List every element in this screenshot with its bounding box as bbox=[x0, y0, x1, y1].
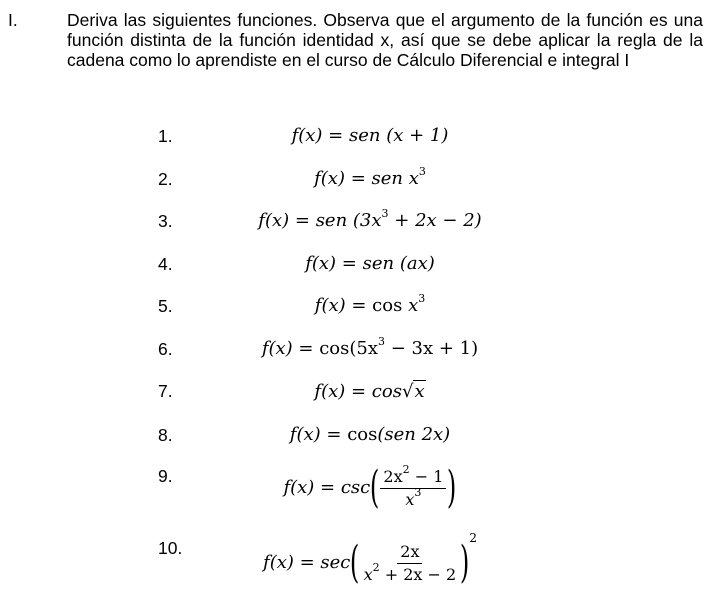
list-item bbox=[0, 335, 708, 375]
list-item bbox=[0, 462, 708, 522]
equation: f(x) = csc( $\frac{2x^2 - 1}{x^3}$ ) bbox=[283, 462, 457, 513]
square-root: √ x bbox=[401, 381, 425, 402]
item-number: 8. bbox=[158, 425, 173, 445]
equation: $f(x) = \cos x^3$ bbox=[314, 292, 426, 316]
fraction: $\frac{2x^2 - 1}{x^3}$ bbox=[380, 467, 446, 510]
item-number: 4. bbox=[158, 254, 173, 274]
item-number: 2. bbox=[158, 169, 173, 189]
item-number: 10. bbox=[158, 538, 183, 558]
equation: $f(x) = \cos(5x^3 - 3x + 1)$ bbox=[261, 335, 479, 359]
list-item bbox=[0, 531, 708, 594]
equation: f(x) = sen (ax) bbox=[305, 253, 435, 274]
equation: f(x) = cos √ x bbox=[314, 381, 425, 402]
section-roman-numeral: I. bbox=[8, 10, 18, 30]
item-number: 3. bbox=[158, 211, 173, 231]
equation: f(x) = cos(sen 2x) bbox=[289, 424, 451, 445]
fraction: $\frac{2x}{x^2 + 2x - 2}$ bbox=[363, 541, 457, 584]
equation: f(x) = sen $x^3$ bbox=[314, 165, 426, 189]
equation: f(x) = sen (x + 1) bbox=[291, 125, 449, 146]
list-item bbox=[0, 381, 708, 417]
item-number: 1. bbox=[158, 126, 173, 146]
list-item bbox=[0, 254, 708, 290]
item-number: 5. bbox=[158, 296, 173, 316]
list-item bbox=[0, 126, 708, 162]
list-item bbox=[0, 165, 708, 205]
equation: f(x) = sen $(3x^3 + 2x - 2)$ bbox=[258, 207, 482, 231]
item-number: 6. bbox=[158, 339, 173, 359]
instructions-paragraph: Deriva las siguientes funciones. Observa que el argumento de la función es una función distinta de la función identidad x, así que se debe aplicar la regla de la cadena como lo aprendiste en el curso de Cálculo Diferencial e integral I bbox=[67, 10, 703, 70]
list-item bbox=[0, 292, 708, 332]
item-number: 7. bbox=[158, 381, 173, 401]
list-item bbox=[0, 425, 708, 461]
equation: f(x) = sec( $\frac{2x}{x^2 + 2x - 2}$ )$^2$ bbox=[263, 531, 477, 588]
item-number: 9. bbox=[158, 466, 173, 486]
list-item bbox=[0, 207, 708, 247]
